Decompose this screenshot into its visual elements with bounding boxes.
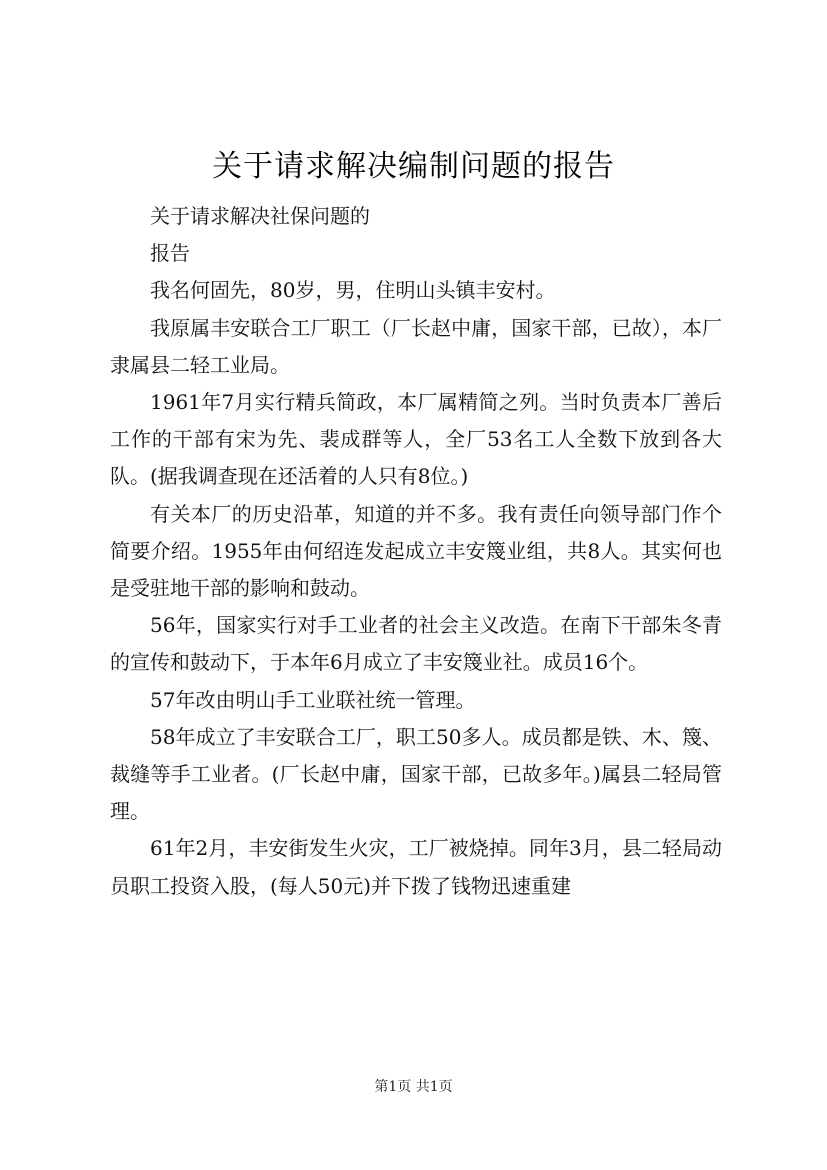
paragraph: 我名何固先，80岁，男，住明山头镇丰安村。 [150,278,556,303]
paragraph: 56年，国家实行对手工业者的社会主义改造。在南下干部朱冬青的宣传和鼓动下，于本年6月成立了丰安篾业社。成员16个。 [110,613,722,675]
paragraph-subtitle-line1: 关于请求解决社保问题的 [150,204,370,228]
page-footer: 第1页 共1页 [374,1079,453,1095]
paragraph: 有关本厂的历史沿革，知道的并不多。我有责任向领导部门作个简要介绍。1955年由何绍连发起成立丰安篾业组，共8人。其实何也是受驻地干部的影响和鼓动。 [110,501,722,601]
document-title: 关于请求解决编制问题的报告 [212,149,615,184]
paragraph-subtitle-line2: 报告 [150,241,190,266]
paragraph: 58年成立了丰安联合工厂，职工50多人。成员都是铁、木、篾、裁缝等手工业者。(厂长赵中庸，国家干部，已故多年。)属县二轻局管理。 [110,724,722,824]
paragraph: 我原属丰安联合工厂职工（厂长赵中庸，国家干部，已故），本厂隶属县二轻工业局。 [110,315,722,377]
document-body [110,198,722,905]
paragraph: 1961年7月实行精兵简政，本厂属精简之列。当时负责本厂善后工作的干部有宋为先、裴成群等人，全厂53名工人全数下放到各大队。(据我调查现在还活着的人只有8位。) [110,390,722,489]
paragraph: 61年2月，丰安街发生火灾，工厂被烧掉。同年3月，县二轻局动员职工投资入股，(每人50元)并下拨了钱物迅速重建 [110,836,722,898]
paragraph: 57年改由明山手工业联社统一管理。 [150,687,476,712]
